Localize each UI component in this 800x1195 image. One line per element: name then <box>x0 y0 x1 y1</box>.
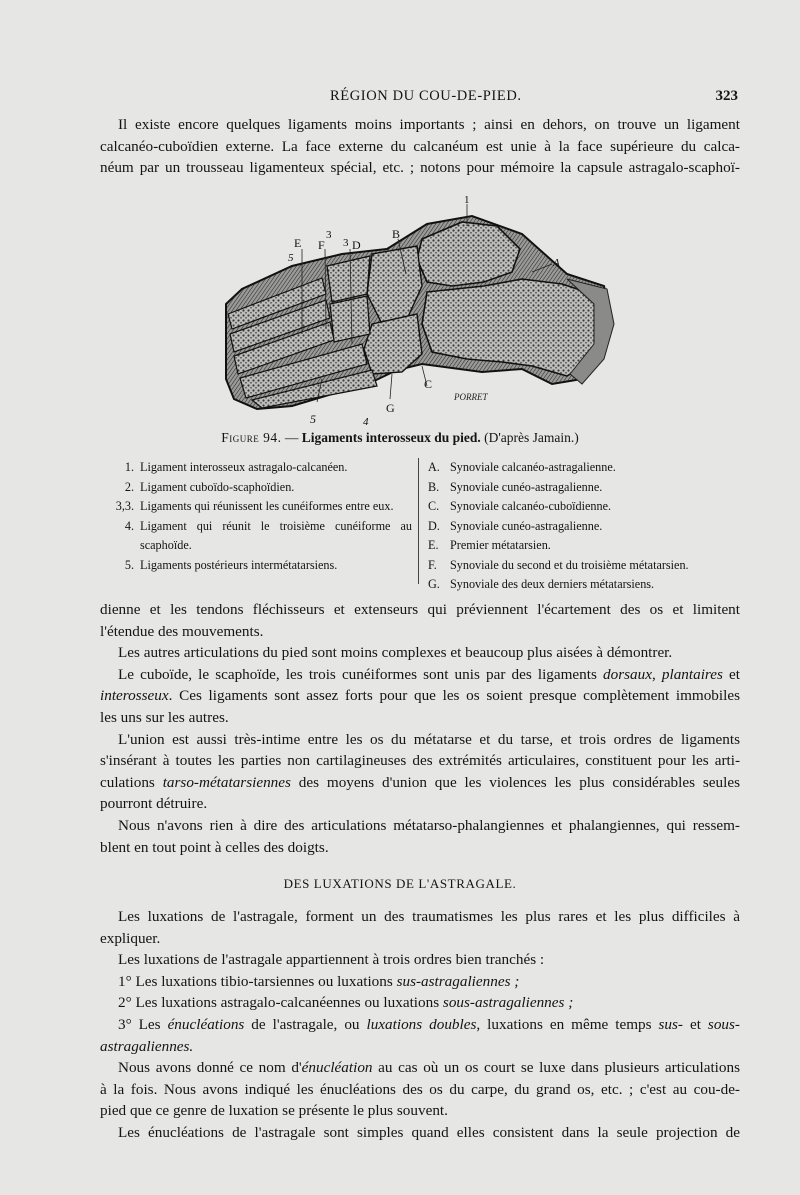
section-p2: Les luxations de l'astragale appartiennent à trois ordres bien tranchés : <box>118 951 545 969</box>
item-2-italic: sous-astragaliennes ; <box>442 994 574 1012</box>
paragraph-3-line-1 <box>100 664 740 686</box>
legend-key: E. <box>428 538 439 552</box>
p3-et: et <box>722 665 740 683</box>
item-3-astragaliennes: astragaliennes. <box>100 1037 194 1055</box>
body-text <box>100 599 740 858</box>
legend-item <box>428 575 748 595</box>
legend-item <box>428 517 748 537</box>
label-4: 4 <box>363 416 369 426</box>
legend-item <box>100 497 412 517</box>
p6-b: au cas où un os court se luxe dans plusieurs articulations <box>372 1059 741 1077</box>
label-e: E <box>294 236 302 250</box>
section-p6-line-1 <box>100 1057 740 1079</box>
label-f: F <box>318 238 325 252</box>
label-5-bottom: 5 <box>310 412 316 426</box>
legend-key: G. <box>428 577 440 591</box>
section-p7: Les énucléations de l'astragale sont simples quand elles consistent dans la seule projection de <box>118 1123 740 1141</box>
item-3-luxations-doubles: luxations doubles <box>366 1015 477 1033</box>
legend-item <box>100 517 412 556</box>
paragraph-5-line-1: Nous n'avons rien à dire des articulations métatarso-phalangiennes et phalangiennes, qui ressem- <box>118 816 740 834</box>
legend-letters <box>428 458 748 595</box>
legend-item <box>428 497 748 517</box>
legend-key: B. <box>428 479 440 494</box>
item-1-text: 1° Les luxations tibio-tarsiennes ou luxations <box>118 972 397 990</box>
running-head: RÉGION DU COU-DE-PIED. <box>330 88 522 104</box>
legend-text: Synoviale cunéo-astragalienne. <box>450 479 603 494</box>
caption-dash: — <box>284 430 299 445</box>
figure-94-illustration <box>222 194 618 426</box>
section-item-3 <box>100 1014 740 1036</box>
item-3-enucleations: énucléations <box>167 1015 245 1033</box>
label-5-top: 5 <box>288 252 294 264</box>
paragraph-3-line-3: les uns sur les autres. <box>100 708 229 726</box>
page-header <box>0 88 800 112</box>
p6-a: Nous avons donné ce nom d' <box>118 1059 302 1077</box>
section-p1-line-2: expliquer. <box>100 929 161 947</box>
paragraph-1-line-1: dienne et les tendons fléchisseurs et extenseurs qui préviennent l'écartement des os et limitent <box>100 601 740 618</box>
section-p6-line-2: à la fois. Nous avons indiqué les énucléations des os du carpe, du grand os, etc. ; c'est au cou-de- <box>100 1080 740 1098</box>
paragraph-3-line-2 <box>100 685 740 707</box>
label-3a: 3 <box>326 229 332 241</box>
legend-text: Ligaments qui réunissent les cunéiformes entre eux. <box>140 499 394 513</box>
p3-dorsaux: dorsaux <box>603 665 652 683</box>
legend-key: 2. <box>124 479 134 494</box>
legend-item <box>100 478 412 498</box>
intro-line-2: calcanéo-cuboïdien externe. La face externe du calcanéum est unie à la face supérieure du calca- <box>100 137 740 155</box>
legend-text: Premier métatarsien. <box>450 538 551 552</box>
section-item-1 <box>100 971 740 993</box>
legend-text: Synoviale des deux derniers métatarsiens. <box>450 577 655 591</box>
label-a: A <box>553 257 560 269</box>
legend-item <box>428 556 748 576</box>
section-item-2 <box>100 992 740 1014</box>
page-number: 323 <box>715 88 738 104</box>
legend-text: Synoviale calcanéo-cuboïdienne. <box>450 499 612 513</box>
item-3-sus: sus- <box>658 1015 683 1033</box>
section-p1-line-1: Les luxations de l'astragale, forment un des traumatismes les plus rares et les plus difficiles à <box>118 908 740 925</box>
label-b: B <box>392 227 401 241</box>
figure-caption <box>0 430 800 446</box>
label-d: D <box>352 238 361 252</box>
figure-source: (D'après Jamain.) <box>484 430 579 445</box>
item-1-italic: sus-astragaliennes ; <box>396 972 520 990</box>
item-2-text: 2° Les luxations astragalo-calcanéennes ou luxations <box>118 994 443 1012</box>
figure-title: Ligaments interosseux du pied. <box>301 430 481 445</box>
section-heading: DES LUXATIONS DE L'ASTRAGALE. <box>283 876 517 891</box>
label-g: G <box>386 401 395 415</box>
label-3b: 3 <box>343 237 349 249</box>
legend-key: F. <box>428 557 437 572</box>
legend-item <box>100 556 412 576</box>
foot-engraving <box>222 194 618 426</box>
legend-key: D. <box>428 518 440 533</box>
p3-comma: , <box>651 665 662 683</box>
item-3-sous: sous- <box>707 1015 740 1033</box>
paragraph-4-line-2: s'insérant à toutes les parties non cartilagineuses des extrémités articulaires, constituent pour les arti- <box>100 752 740 770</box>
section-p6-line-3: pied que ce genre de luxation se présente le plus souvent. <box>100 1102 448 1120</box>
legend-key: 1. <box>124 460 134 474</box>
legend-item <box>428 478 748 498</box>
intro-line-3: néum par un trousseau ligamenteux spécial, etc. ; notons pour mémoire la capsule astragalo-scaphoï- <box>100 159 740 177</box>
section-item-3-cont <box>100 1036 740 1058</box>
item-3-d: et <box>683 1015 708 1033</box>
intro-line-1: Il existe encore quelques ligaments moins importants ; ainsi en dehors, on trouve un ligament <box>118 116 740 133</box>
legend-key: 3,3. <box>115 499 134 513</box>
p4-text-a: culations <box>100 773 163 791</box>
paragraph-2: Les autres articulations du pied sont moins complexes et beaucoup plus aisées à démontrer. <box>118 644 673 662</box>
legend-key: A. <box>428 460 440 474</box>
legend-text: Ligament cuboïdo-scaphoïdien. <box>140 479 295 494</box>
legend-divider <box>418 458 419 584</box>
legend-key: C. <box>428 499 440 513</box>
p4-italic: tarso-métatarsiennes <box>162 773 291 791</box>
p3-text-b: . Ces ligaments sont assez forts pour que les os soient presque complètement immobiles <box>168 687 740 705</box>
section-text <box>100 906 740 1144</box>
legend-item <box>428 458 748 478</box>
legend-text: Synoviale du second et du troisième métatarsien. <box>450 557 689 572</box>
paragraph-4-line-4: pourront détruire. <box>100 795 208 813</box>
paragraph-4-line-3 <box>100 772 740 794</box>
paragraph-5-line-2: blent en tout point à celles des doigts. <box>100 838 329 856</box>
legend-text: Synoviale cunéo-astragalienne. <box>450 518 603 533</box>
legend-numbers <box>100 458 412 575</box>
legend-key: 4. <box>124 518 134 533</box>
p3-plantaires: plantaires <box>661 665 723 683</box>
p6-enucleation: énucléation <box>301 1059 373 1077</box>
p3-interosseux: interosseux <box>100 687 169 705</box>
legend-item <box>100 458 412 478</box>
engraver-signature: PORRET <box>454 392 488 402</box>
figure-number: Figure 94. <box>221 430 282 445</box>
item-3-c: , luxations en même temps <box>476 1015 659 1033</box>
paragraph-4-line-1: L'union est aussi très-intime entre les os du métatarse et du tarse, et trois ordres de ligaments <box>118 730 740 748</box>
intro-paragraph <box>100 114 740 179</box>
legend-text: Ligament interosseux astragalo-calcanéen. <box>140 460 348 474</box>
label-c: C <box>424 377 433 391</box>
label-1: 1 <box>464 194 470 206</box>
item-3-b: de l'astragale, ou <box>244 1015 367 1033</box>
legend-key: 5. <box>124 557 134 572</box>
legend-text: Ligament qui réunit le troisième cunéiforme au scaphoïde. <box>140 518 412 552</box>
p3-text: Le cuboïde, le scaphoïde, les trois cunéiformes sont unis par des ligaments <box>118 665 604 683</box>
legend-text: Synoviale calcanéo-astragalienne. <box>450 460 616 474</box>
p4-text-b: des moyens d'union que les violences les plus considérables seules <box>290 773 740 791</box>
legend-item <box>428 536 748 556</box>
paragraph-1-line-2: l'étendue des mouvements. <box>100 622 264 640</box>
item-3-a: 3° Les <box>118 1015 168 1033</box>
legend-text: Ligaments postérieurs intermétatarsiens. <box>140 557 338 572</box>
